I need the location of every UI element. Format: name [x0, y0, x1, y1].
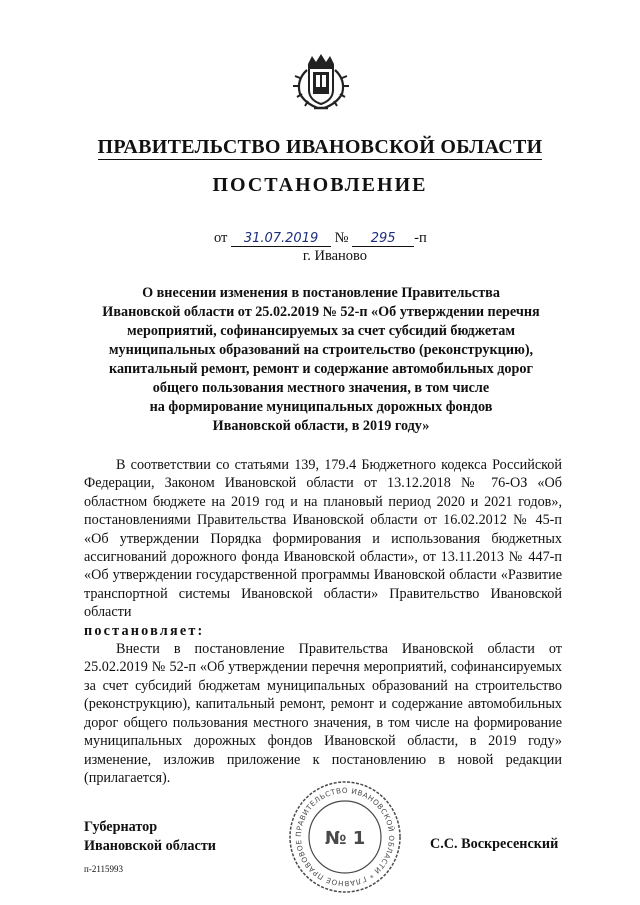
subject-line: общего пользования местного значения, в том числе: [152, 380, 490, 396]
signatory-position: [84, 818, 216, 855]
round-stamp-icon: [286, 778, 404, 896]
position-line: Ивановской области: [84, 837, 216, 854]
number-label: №: [334, 230, 349, 246]
subject-line: Ивановской области от 25.02.2019 № 52-п «Об утверждении перечня: [102, 304, 540, 320]
resolves-word: постановляет:: [84, 622, 205, 639]
preamble-paragraph: В соответствии со статьями 139, 179.4 Бюджетного кодекса Российской Федерации, Законом Ивановской области от 13.12.2018 № 76-ОЗ «Об областном бюджете на 2019 год и на плановый период 2020 и 2021 годов», постановлениями Правительства Ивановской области от 16.02.2012 № 45-п «Об утверждении Порядка формирования и использования бюджетных ассигнований дорожного фонда Ивановской области», от 13.11.2013 № 447-п «Об утверждении государственной программы Ивановской области «Развитие транспортной системы Ивановской области» Правительство Ивановской области: [84, 457, 562, 621]
document-code: п-2115993: [84, 864, 123, 874]
signatory-name: С.С. Воскресенский: [430, 836, 559, 852]
seal-number: № 1: [324, 828, 366, 849]
resolution-paragraph: Внести в постановление Правительства Ивановской области от 25.02.2019 № 52-п «Об утверждении перечня мероприятий, софинансируемых за счет субсидий бюджетам муниципальных образований на строительство (реконструкцию), капитальный ремонт, ремонт и содержание автомобильных дорог общего пользования местного значения, в том числе на формирование муниципальных дорожных фондов Ивановской области, в 2019 году» изменение, изложив приложение к постановлению в новой редакции (прилагается).: [84, 641, 562, 786]
ivanovo-oblast-coat-of-arms-icon: [290, 50, 352, 112]
position-line: Губернатор: [84, 819, 158, 835]
document-body: [84, 456, 562, 787]
document-number: 295: [352, 231, 414, 247]
subject-line: капитальный ремонт, ремонт и содержание автомобильных дорог: [109, 361, 533, 377]
document-date: 31.07.2019: [231, 231, 331, 247]
from-label: от: [214, 230, 228, 246]
number-suffix: -п: [414, 230, 427, 246]
subject-line: муниципальных образований на строительство (реконструкцию),: [108, 342, 534, 358]
document-subject: [80, 284, 562, 436]
subject-line: на формирование муниципальных дорожных фондов: [149, 399, 493, 415]
subject-line: О внесении изменения в постановление Правительства: [142, 285, 500, 301]
city: г. Иваново: [302, 248, 368, 264]
seal-ring-text: ПРАВИТЕЛЬСТВО ИВАНОВСКОЙ ОБЛАСТИ * ГЛАВНОЕ ПРАВОВОЕ: [293, 785, 397, 889]
subject-line: Ивановской области, в 2019 году»: [212, 418, 430, 434]
coat-of-arms-emblem: [290, 50, 352, 112]
document-type: ПОСТАНОВЛЕНИЕ: [212, 174, 428, 196]
date-number-line: [214, 230, 427, 247]
government-title: ПРАВИТЕЛЬСТВО ИВАНОВСКОЙ ОБЛАСТИ: [97, 136, 543, 158]
legal-department-seal: [286, 778, 404, 896]
subject-line: мероприятий, софинансируемых за счет субсидий бюджетам: [126, 323, 516, 339]
